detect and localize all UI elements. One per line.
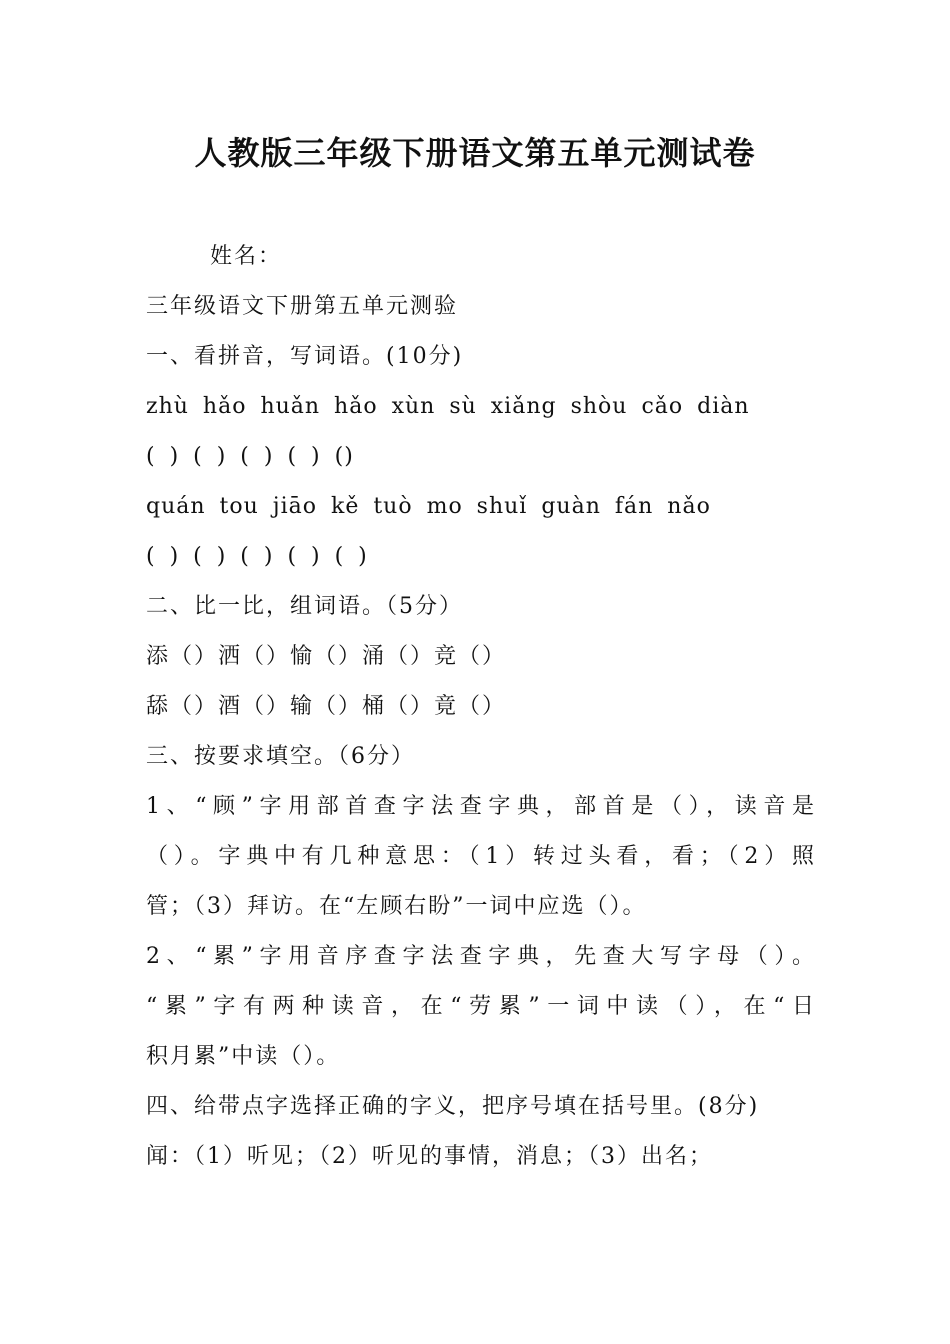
q2-heading: 二、比一比，组词语。（5分） — [146, 594, 463, 619]
q1-heading: 一、看拼音，写词语。(10分) — [146, 344, 464, 369]
q3-item-1-line-1: 1、“顾”字用部首查字法查字典，部首是（），读音是 — [146, 794, 816, 819]
subtitle: 三年级语文下册第五单元测验 — [146, 294, 459, 319]
q4-line-1: 闻：（1）听见；（2）听见的事情，消息；（3）出名； — [146, 1144, 713, 1169]
document-body — [146, 232, 816, 1182]
q3-item-1-line-2: （）。字典中有几种意思：（1）转过头看，看；（2）照 — [146, 844, 816, 869]
q3-item-2-line-3: 积月累”中读（）。 — [146, 1044, 341, 1069]
q4-heading: 四、给带点字选择正确的字义，把序号填在括号里。(8分) — [146, 1094, 760, 1119]
q3-heading: 三、按要求填空。（6分） — [146, 744, 415, 769]
q3-item-1-line-3: 管；（3）拜访。在“左顾右盼”一词中应选（）。 — [146, 894, 647, 919]
q1-pinyin-row-2: quán tou jiāo kě tuò mo shuǐ guàn fán nǎo — [146, 494, 711, 519]
q3-item-2-line-2: “累”字有两种读音，在“劳累”一词中读（），在“日 — [146, 994, 816, 1019]
name-label: 姓名： — [210, 244, 283, 269]
q1-pinyin-row-1: zhù hǎo huǎn hǎo xùn sù xiǎng shòu cǎo diàn — [146, 394, 750, 419]
q2-row-1: 添（）洒（）愉（）涌（）竞（） — [146, 644, 507, 669]
q1-blanks-row-1: ( ) ( ) ( ) ( ) () — [146, 444, 354, 469]
q3-item-2-line-1: 2、“累”字用音序查字法查字典，先查大写字母（）。 — [146, 944, 816, 969]
document-title: 人教版三年级下册语文第五单元测试卷 — [194, 134, 756, 172]
q2-row-2: 舔（）酒（）输（）桶（）竟（） — [146, 694, 507, 719]
q1-blanks-row-2: ( ) ( ) ( ) ( ) ( ) — [146, 544, 368, 569]
